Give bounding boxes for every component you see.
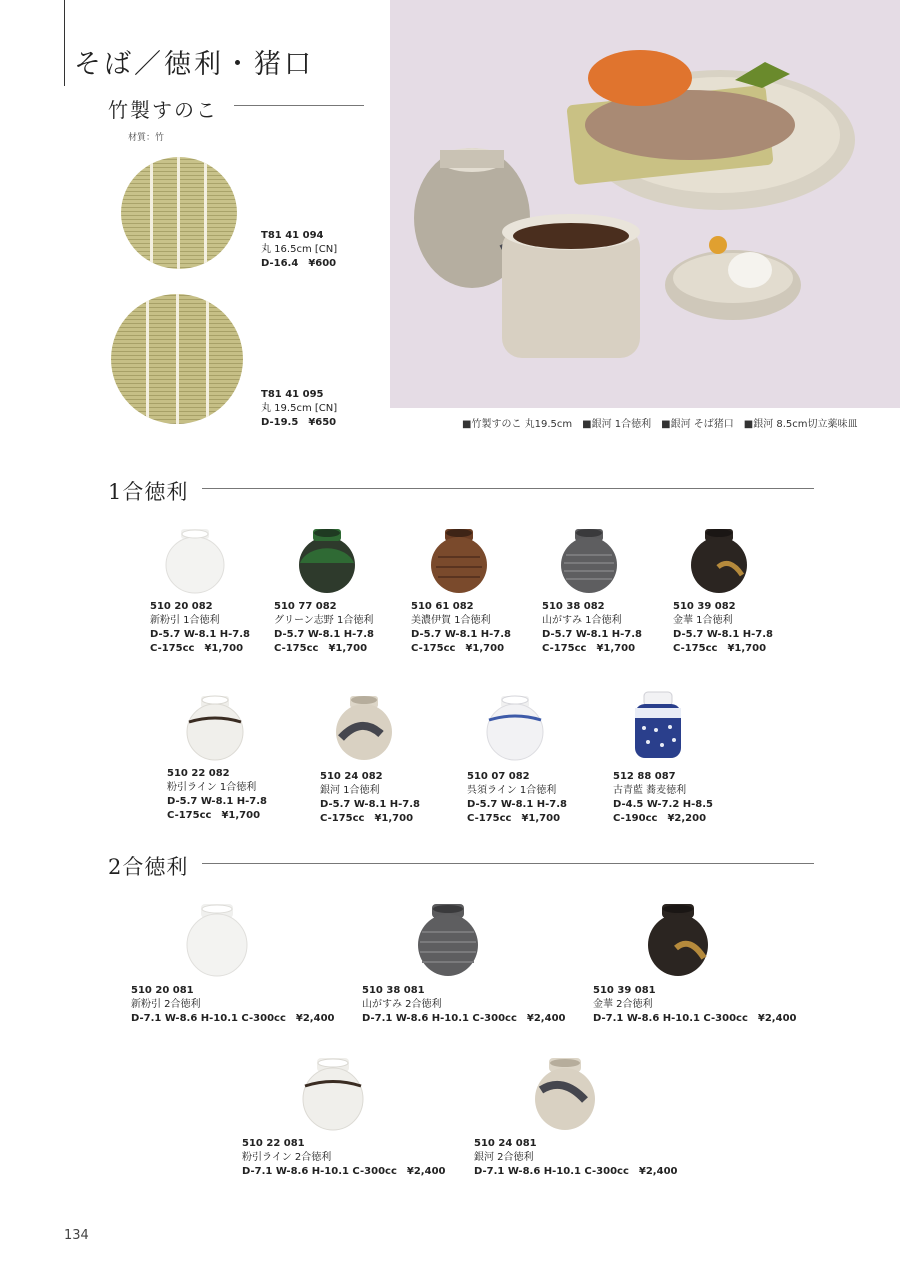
material-note: 材質：竹: [128, 133, 165, 143]
section-rule-1gou: [202, 488, 814, 489]
product-info-510-77-082: 510 77 082 グリーン志野 1合徳利 D-5.7 W-8.1 H-7.8 C-175cc ¥1,700: [274, 601, 374, 654]
soba-setting-photo: [390, 0, 900, 408]
photo-caption: ■竹製すのこ 丸19.5cm ■銀河 1合徳利 ■銀河 そば猪口 ■銀河 8.5cm切立薬味皿: [462, 419, 858, 430]
product-info-512-88-087: 512 88 087 古青藍 蕎麦徳利 D-4.5 W-7.2 H-8.5 C-190cc ¥2,200: [613, 771, 713, 824]
product-image-koseiran-sobatokkuri: [630, 690, 686, 762]
bamboo-mat-large-image: [110, 292, 244, 426]
product-info-510-39-081: 510 39 081 金華 2合徳利 D-7.1 W-8.6 H-10.1 C-300cc ¥2,400: [593, 985, 797, 1024]
section-rule-2gou: [202, 863, 814, 864]
product-info-510-61-082: 510 61 082 美濃伊賀 1合徳利 D-5.7 W-8.1 H-7.8 C-175cc ¥1,700: [411, 601, 511, 654]
product-image-ginga-2gou: [533, 1056, 597, 1132]
product-image-kobiki-line-2gou: [301, 1056, 365, 1132]
product-image-kobiki-line-1gou: [184, 694, 246, 762]
product-image-kinka-2gou: [646, 902, 710, 978]
bamboo-mat-small-image: [120, 156, 238, 270]
section-title-2gou: 2合徳利: [108, 855, 189, 879]
product-info-510-38-081: 510 38 081 山がすみ 2合徳利 D-7.1 W-8.6 H-10.1 C-300cc ¥2,400: [362, 985, 566, 1024]
page-title: そば／徳利・猪口: [74, 49, 314, 80]
sunoko-info-1: T81 41 094 丸 16.5cm [CN] D-16.4 ¥600: [261, 230, 338, 269]
product-image-yamagasumi-1gou: [558, 527, 620, 595]
product-info-510-20-081: 510 20 081 新粉引 2合徳利 D-7.1 W-8.6 H-10.1 C-300cc ¥2,400: [131, 985, 335, 1024]
product-image-shinkobiki-1gou: [164, 527, 226, 595]
product-info-510-20-082: 510 20 082 新粉引 1合徳利 D-5.7 W-8.1 H-7.8 C-175cc ¥1,700: [150, 601, 250, 654]
product-info-510-22-082: 510 22 082 粉引ライン 1合徳利 D-5.7 W-8.1 H-7.8 C-175cc ¥1,700: [167, 768, 267, 821]
product-info-510-24-081: 510 24 081 銀河 2合徳利 D-7.1 W-8.6 H-10.1 C-300cc ¥2,400: [474, 1138, 678, 1177]
product-image-shinkobiki-2gou: [185, 902, 249, 978]
product-image-yamagasumi-2gou: [416, 902, 480, 978]
product-info-510-38-082: 510 38 082 山がすみ 1合徳利 D-5.7 W-8.1 H-7.8 C-175cc ¥1,700: [542, 601, 642, 654]
header-rule: [64, 0, 65, 86]
product-info-510-07-082: 510 07 082 呉須ライン 1合徳利 D-5.7 W-8.1 H-7.8 C-175cc ¥1,700: [467, 771, 567, 824]
sunoko-info-2: T81 41 095 丸 19.5cm [CN] D-19.5 ¥650: [261, 389, 338, 428]
product-image-kinka-1gou: [688, 527, 750, 595]
product-image-mino-iga-1gou: [428, 527, 490, 595]
subsection-rule: [234, 105, 364, 106]
product-info-510-22-081: 510 22 081 粉引ライン 2合徳利 D-7.1 W-8.6 H-10.1 C-300cc ¥2,400: [242, 1138, 446, 1177]
section-title-1gou: 1合徳利: [108, 480, 189, 504]
page-number: 134: [64, 1228, 89, 1243]
product-info-510-24-082: 510 24 082 銀河 1合徳利 D-5.7 W-8.1 H-7.8 C-175cc ¥1,700: [320, 771, 420, 824]
subsection-title: 竹製すのこ: [108, 98, 218, 122]
product-info-510-39-082: 510 39 082 金華 1合徳利 D-5.7 W-8.1 H-7.8 C-175cc ¥1,700: [673, 601, 773, 654]
product-image-ginga-1gou: [333, 694, 395, 762]
product-image-green-shino-1gou: [296, 527, 358, 595]
product-image-gosu-line-1gou: [484, 694, 546, 762]
